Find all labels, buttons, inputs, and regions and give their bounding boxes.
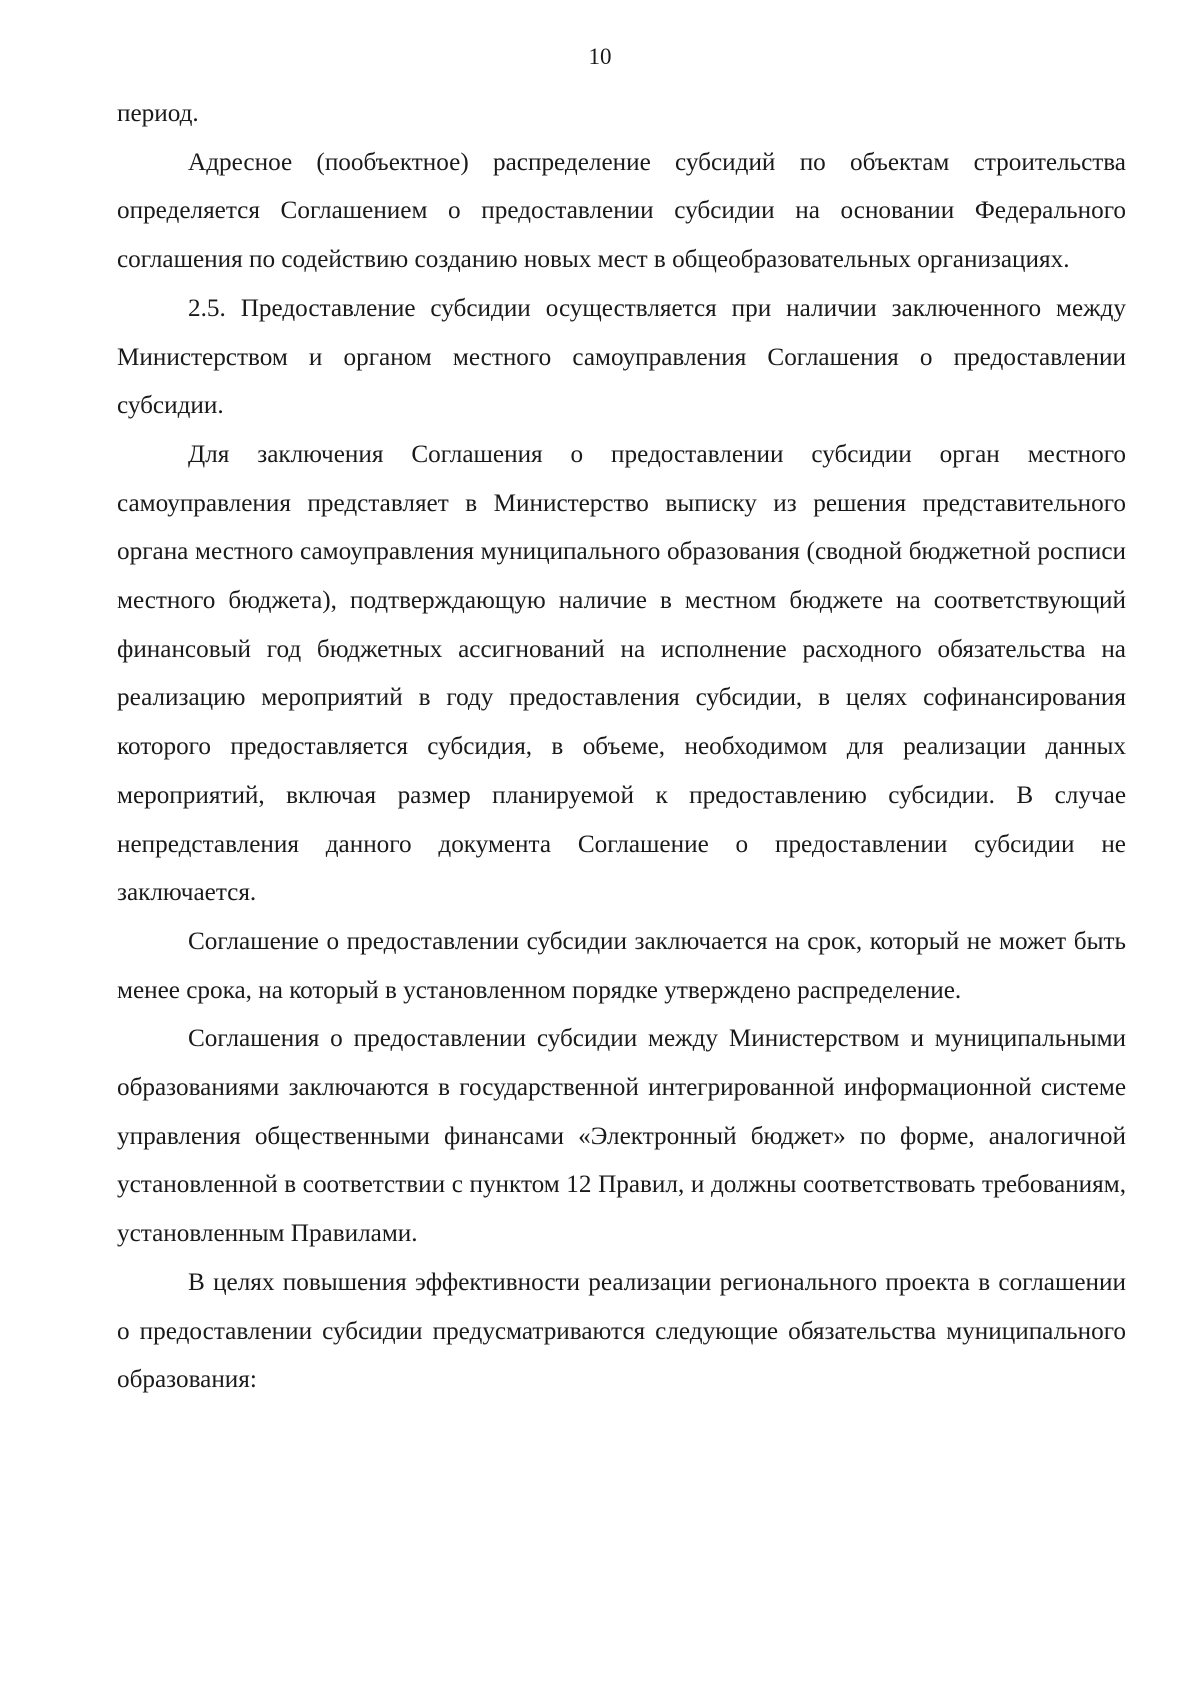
paragraph-continuation: период. [117, 100, 199, 127]
paragraph-address-distribution: Адресное (пообъектное) распределение субсидий по объектам строительства определяется Соглашением о предоставлении субсидии на основании Федерального соглашения по содействию созданию новых мест в общеобразовательных организациях. [117, 148, 1126, 274]
paragraph-obligations: В целях повышения эффективности реализации регионального проекта в соглашении о предоставлении субсидии предусматриваются следующие обязательства муниципального образования: [117, 1268, 1126, 1394]
paragraph-section-2-5: 2.5. Предоставление субсидии осуществляется при наличии заключенного между Министерством и органом местного самоуправления Соглашения о предоставлении субсидии. [117, 294, 1126, 420]
paragraph-agreement-term: Соглашение о предоставлении субсидии заключается на срок, который не может быть менее срока, на который в установленном порядке утверждено распределение. [117, 927, 1126, 1004]
paragraph-agreement-conclusion: Для заключения Соглашения о предоставлении субсидии орган местного самоуправления представляет в Министерство выписку из решения представительного органа местного самоуправления муниципального образования (сводной бюджетной росписи местного бюджета), подтверждающую наличие в местном бюджете на соответствующий финансовый год бюджетных ассигнований на исполнение расходного обязательства на реализацию мероприятий в году предоставления субсидии, в целях софинансирования которого предоставляется субсидия, в объеме, необходимом для реализации данных мероприятий, включая размер планируемой к предоставлению субсидии. В случае непредставления данного документа Соглашение о предоставлении субсидии не заключается. [117, 440, 1126, 907]
document-body [117, 90, 1126, 1405]
page-number: 10 [588, 44, 612, 69]
paragraph-electronic-budget: Соглашения о предоставлении субсидии между Министерством и муниципальными образованиями заключаются в государственной интегрированной информационной системе управления общественными финансами «Электронный бюджет» по форме, аналогичной установленной в соответствии с пунктом 12 Правил, и должны соответствовать требованиям, установленным Правилами. [117, 1025, 1126, 1248]
